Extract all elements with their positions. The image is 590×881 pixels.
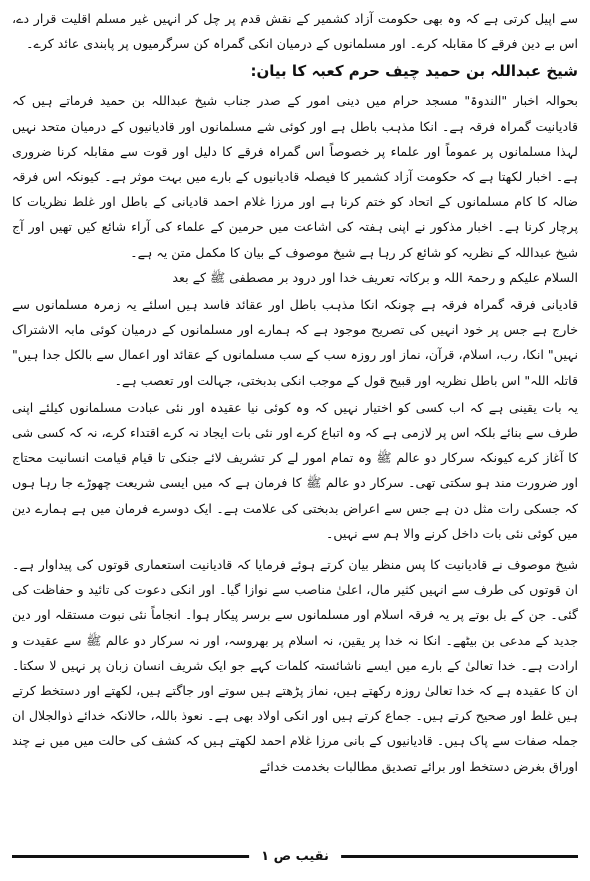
statement-paragraph-3: یہ بات یقینی ہے کہ اب کسی کو اختیار نہیں کہ وہ کوئی نیا عقیدہ اور نئی عبادت مسلمانوں کیلئے اپنی طرف سے بنائے بلکہ اس پر لازمی ہے کہ وہ اتباع کرے اور نئی بات ایجاد نہ کرے اقتداء کرے، نہ کہ کسی شی کا آغاز کرے کیونکہ سرکار دو عالم ﷺ وہ تمام امور لے کر تشریف لائے جنکی تا قیام قیامت انسانیت محتاج اور ضرورت مند ہو سکتی تھی۔ سرکار دو عالم ﷺ کا فرمان ہے کہ میں ایسی شریعت چھوڑے جا رہا ہوں کہ جسکی رات مثل دن ہے جس سے اعراض بدبختی کی علامت ہے۔ ایک دوسرے فرمان میں ہے ہمارے دین میں کوئی نئی بات داخل کرنے والا ہم سے نہیں۔ [12, 399, 578, 541]
section-heading: شیخ عبداللہ بن حمید چیف حرم کعبہ کا بیان: [250, 62, 578, 81]
statement-paragraph-1: بحوالہ اخبار "الندوۃ" مسجد حرام میں دینی امور کے صدر جناب شیخ عبداللہ بن حمید فرماتے ہیں کہ قادیانیت گمراہ فرقہ ہے۔ انکا مذہب باطل ہے اور کوئی شے مسلمانوں اور قادیانیوں کے درمیان متحد نہیں لہذا مسلمانوں پر عموماً اور علماء پر خصوصاً اس گمراہ فرقے کا دلیل اور قوت سے مقابلہ کرنا ضروری ہے۔ اخبار لکھتا ہے کہ حکومت آزاد کشمیر کا فیصلہ قادیانیوں کے بارے میں بہت موثر ہے۔ کیونکہ اس فرقہ ضالہ کا کام مسلمانوں کے اتحاد کو ختم کرنا ہے اور مرزا غلام احمد قادیانی کے باطل اور غلط نظریات کا پرچار کرنا ہے۔ اخبار مذکور نے اپنی ہفتہ کی اشاعت میں حرمین کے علماء کی آراء شائع کیں تھیں اور آج شیخ عبداللہ کے نظریہ کو شائع کر رہا ہے شیخ موصوف کے بیان کا مکمل متن یہ ہے۔ [12, 93, 578, 260]
greeting-line: السلام علیکم و رحمۃ اللہ و برکاتہ تعریف خدا اور درود بر مصطفی ﷺ کے بعد [172, 269, 578, 285]
page-number: نقیب ص ۱ [249, 847, 341, 867]
statement-paragraph-4: شیخ موصوف نے قادیانیت کا پس منظر بیان کرتے ہوئے فرمایا کہ قادیانیت استعماری قوتوں کی پیداوار ہے۔ ان قوتوں کی طرف سے انہیں کثیر مال، اعلیٰ مناصب سے نوازا گیا۔ اور انکی دعوت کی تائید و حفاظت کی گئی۔ جن کے بل بوتے پر یہ فرقہ اسلام اور مسلمانوں سے برسر پیکار ہوا۔ انجاماً نئی نبوت مستقلہ اور دین جدید کے مدعی بن بیٹھے۔ انکا نہ خدا پر یقین، نہ اسلام پر بھروسہ، اور نہ سرکار دو عالم ﷺ سے عقیدت و ارادت ہے۔ خدا تعالیٰ کے بارے میں ایسے ناشائستہ کلمات کہے جو ایک شریف انسان زبان پر نہیں لا سکتا۔ ان کا عقیدہ ہے کہ خدا تعالیٰ روزہ رکھتے ہیں، نماز پڑھتے ہیں سوتے اور جاگتے ہیں، لکھتے اور دستخط کرتے ہیں غلط اور صحیح کرتے ہیں۔ جماع کرتے ہیں اور انکی اولاد بھی ہے۔ نعوذ باللہ، حالانکہ خدائے ذوالجلال ان جملہ صفات سے پاک ہیں۔ قادیانیوں کے بانی مرزا غلام احمد لکھتے ہیں کہ کشف کی حالت میں میں نے چند اوراق بغرض دستخط اور برائے تصدیق مطالبات بخدمت خدائے [12, 557, 578, 774]
intro-paragraph: سے اپیل کرتی ہے کہ وہ بھی حکومت آزاد کشمیر کے نقش قدم پر چل کر انہیں غیر مسلم اقلیت قرار دے، اس بے دین فرقے کا مقابلہ کرے۔ اور مسلمانوں کے درمیان انکی گمراہ کن سرگرمیوں پر پابندی عائد کرے۔ [12, 11, 578, 52]
statement-paragraph-2: قادیانی فرقہ گمراہ فرقہ ہے چونکہ انکا مذہب باطل اور عقائد فاسد ہیں اسلئے یہ زمرہ مسلمانوں سے خارج ہے جس پر خود انہیں کی تصریح موجود ہے کہ ہمارے اور مسلمانوں کے درمیان کوئی مابہ الاشتراک نہیں" انکا، رب، اسلام، قرآن، نماز اور روزہ سب کے سب مسلمانوں کے عقائد اور اعمال سے بالکل جدا ہیں" قاتلہ اللہ" اس باطل نظریہ اور قبیح قول کے موجب انکی بدبختی، جہالت اور تعصب ہے۔ [12, 297, 578, 388]
page-footer [12, 841, 578, 881]
